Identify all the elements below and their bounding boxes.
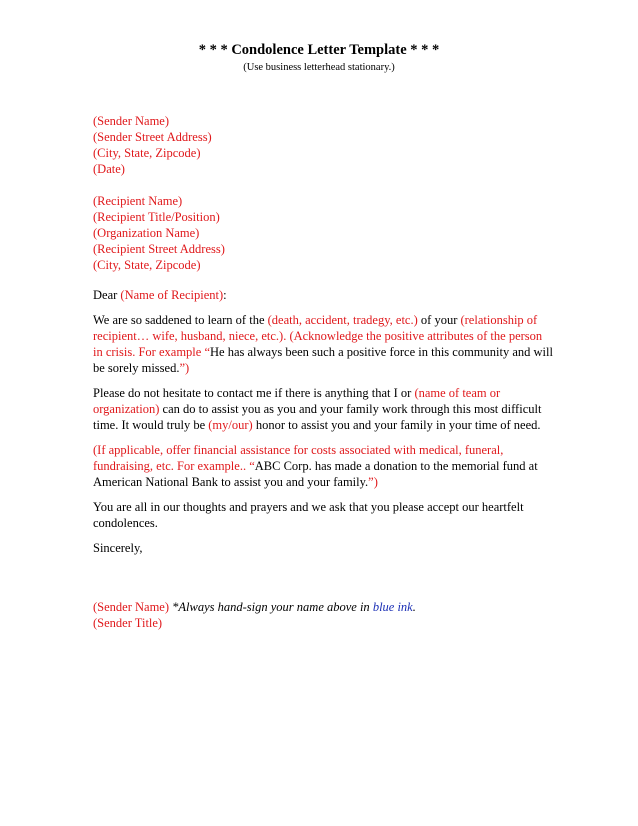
signature-note: *Always hand-sign your name above in bbox=[169, 600, 373, 614]
para3-placeholder-1: (If applicable, offer financial assistance for costs associated with medical, funeral, fundraising, etc. For example.. “ bbox=[93, 443, 504, 473]
sender-name: (Sender Name) bbox=[93, 114, 170, 128]
page-subtitle: (Use business letterhead stationary.) bbox=[243, 62, 395, 73]
closing: Sincerely, bbox=[93, 541, 143, 555]
recipient-org: (Organization Name) bbox=[93, 226, 200, 240]
para1-text-3: He has always been such a positive force in this community and will be sorely missed. bbox=[93, 345, 553, 375]
para1-text-1: We are so saddened to learn of the bbox=[93, 313, 268, 327]
paragraph-3 bbox=[93, 442, 553, 490]
para2-placeholder-1: (name of team or organization) bbox=[93, 386, 501, 416]
letter-body bbox=[93, 113, 553, 631]
salutation-name: (Name of Recipient) bbox=[120, 288, 224, 302]
recipient-name: (Recipient Name) bbox=[93, 194, 183, 208]
paragraph-4: You are all in our thoughts and prayers and we ask that you please accept our heartfelt condolences. bbox=[93, 500, 524, 530]
recipient-city: (City, State, Zipcode) bbox=[93, 258, 201, 272]
paragraph-2 bbox=[93, 385, 553, 433]
salutation-dear: Dear bbox=[93, 288, 121, 302]
recipient-title: (Recipient Title/Position) bbox=[93, 210, 220, 224]
para1-placeholder-3: ”) bbox=[179, 361, 190, 375]
signature-block bbox=[93, 599, 553, 631]
sender-city: (City, State, Zipcode) bbox=[93, 146, 201, 160]
para2-text-1: Please do not hesitate to contact me if there is anything that I or bbox=[93, 386, 415, 400]
signature-ink: blue ink bbox=[372, 600, 413, 614]
signature-title: (Sender Title) bbox=[93, 616, 163, 630]
paragraph-1 bbox=[93, 312, 553, 376]
page-title: * * * Condolence Letter Template * * * bbox=[198, 42, 440, 58]
para2-text-3: honor to assist you and your family in your time of need. bbox=[252, 418, 541, 432]
recipient-street: (Recipient Street Address) bbox=[93, 242, 225, 256]
para2-placeholder-2: (my/our) bbox=[208, 418, 253, 432]
recipient-address bbox=[93, 193, 553, 273]
para3-placeholder-2: ”) bbox=[368, 475, 378, 489]
para1-placeholder-1: (death, accident, tradegy, etc.) bbox=[267, 313, 418, 327]
sender-address bbox=[93, 113, 553, 177]
para2-text-2: can do to assist you as you and your family work through this most difficult time. It would truly be bbox=[93, 402, 542, 432]
sender-street: (Sender Street Address) bbox=[93, 130, 212, 144]
signature-line bbox=[93, 599, 553, 615]
sender-date: (Date) bbox=[93, 162, 125, 176]
signature-name: (Sender Name) bbox=[93, 600, 170, 614]
para1-text-2: of your bbox=[417, 313, 461, 327]
para1-placeholder-2: (relationship of recipient… wife, husband, niece, etc.). (Acknowledge the positive attributes of the person in crisis. For example “ bbox=[93, 313, 543, 359]
signature-period: . bbox=[412, 600, 416, 614]
para3-text-1: ABC Corp. has made a donation to the memorial fund at American National Bank to assist you and your family. bbox=[93, 459, 538, 489]
salutation bbox=[93, 287, 553, 303]
salutation-colon: : bbox=[223, 288, 227, 302]
